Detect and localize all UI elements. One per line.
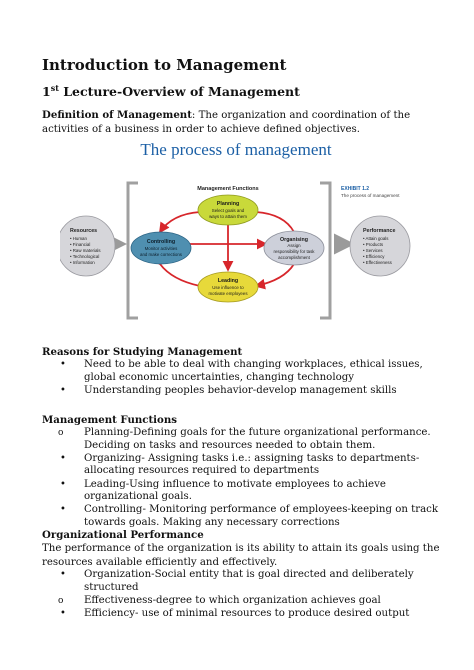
functions-label: Management Functions: [197, 186, 259, 192]
definition-text: : The organization and coordination of the activities of a business in order to achieve defined objectives.: [42, 110, 411, 135]
svg-text:• Human: • Human: [70, 236, 87, 241]
reasons-item: • Need to be able to deal with changing workplaces, ethical issues, global economic uncertainties, changing technology: [42, 359, 452, 384]
svg-text:• Raw materials: • Raw materials: [70, 248, 101, 253]
svg-text:motivate employees: motivate employees: [208, 291, 248, 296]
svg-text:Controlling: Controlling: [146, 239, 176, 245]
page-title: Introduction to Management: [42, 56, 287, 74]
svg-text:• Attain goals: • Attain goals: [363, 236, 389, 241]
svg-text:• Financial: • Financial: [70, 242, 91, 247]
definition-paragraph: [42, 109, 442, 136]
controlling-node: [131, 232, 191, 264]
svg-text:responsibility for task: responsibility for task: [273, 249, 315, 254]
performance-item: • Efficiency- use of minimal resources to produce desired output: [42, 608, 452, 621]
svg-text:ways to attain them: ways to attain them: [209, 214, 247, 219]
functions-item: • Controlling- Monitoring performance of employees-keeping on track towards goals. Making any necessary corrections: [42, 504, 452, 529]
functions-list: [42, 427, 452, 530]
management-process-diagram: [60, 140, 412, 333]
lecture-ordinal: st: [50, 83, 59, 93]
svg-text:Leading: Leading: [217, 278, 239, 284]
functions-item: • Leading-Using influence to motivate employees to achieve organizational goals.: [42, 479, 452, 504]
exhibit-text: The process of management: [341, 193, 400, 198]
svg-text:Planning: Planning: [216, 201, 240, 207]
performance-text: The performance of the organization is its ability to attain its goals using the resources available efficiently and effectively.: [42, 543, 440, 568]
svg-text:and make corrections: and make corrections: [140, 252, 182, 257]
definition-label: Definition of Management: [42, 109, 192, 121]
svg-text:• Services: • Services: [363, 248, 383, 253]
exhibit-label: EXHIBIT 1.2: [341, 186, 370, 192]
reasons-heading: Reasons for Studying Management: [42, 346, 243, 358]
svg-text:• Information: • Information: [70, 260, 95, 265]
performance-node: [350, 216, 410, 276]
svg-text:• Products: • Products: [363, 242, 384, 247]
performance-heading: Organizational Performance: [42, 529, 204, 541]
lecture-heading: [42, 83, 300, 99]
svg-text:Performance: Performance: [363, 228, 396, 234]
functions-item: o Planning-Defining goals for the future organizational performance. Deciding on tasks and resources needed to obtain them.: [42, 427, 452, 452]
lecture-title: Lecture-Overview of Management: [58, 84, 300, 100]
planning-node: [198, 195, 258, 225]
svg-text:Assign: Assign: [287, 243, 301, 248]
svg-text:Use influence to: Use influence to: [212, 285, 244, 290]
diagram-figure: [60, 140, 412, 333]
performance-item: • Organization-Social entity that is goal directed and deliberately structured: [42, 569, 452, 594]
lecture-number: 1: [42, 84, 51, 100]
diagram-title: The process of management: [140, 140, 332, 159]
svg-text:accomplishment: accomplishment: [278, 255, 310, 260]
functions-heading: Management Functions: [42, 414, 177, 426]
svg-text:• Efficiency: • Efficiency: [363, 254, 385, 259]
svg-text:• Effectiveness: • Effectiveness: [363, 260, 392, 265]
reasons-item: • Understanding peoples behavior-develop management skills: [42, 385, 452, 398]
svg-text:Resources: Resources: [70, 228, 98, 234]
organising-node: [264, 231, 324, 265]
performance-list: [42, 569, 452, 621]
leading-node: [198, 272, 258, 302]
svg-text:Organising: Organising: [280, 237, 308, 243]
resources-node: [60, 216, 115, 276]
svg-text:Monitor activities: Monitor activities: [144, 246, 178, 251]
svg-text:Select goals and: Select goals and: [211, 208, 245, 213]
reasons-list: [42, 359, 452, 398]
svg-text:• Technological: • Technological: [70, 254, 100, 259]
performance-item: o Effectiveness-degree to which organization achieves goal: [42, 595, 452, 608]
functions-item: • Organizing- Assigning tasks i.e.: assigning tasks to departments-allocating resources required to departments: [42, 453, 452, 478]
